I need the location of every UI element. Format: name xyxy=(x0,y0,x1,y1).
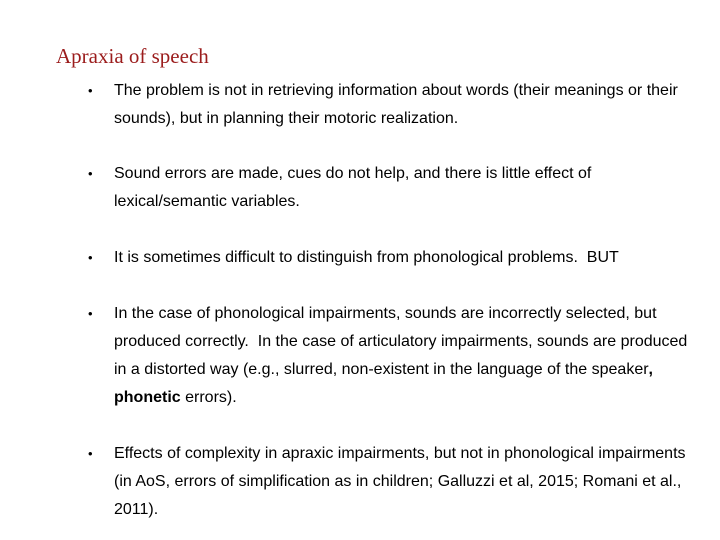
bullet-text: Effects of complexity in apraxic impairments, but not in phonological impairments (in AoS, errors of simplification as in children; Galluzzi et al, 2015; Romani et al., 2011). xyxy=(114,445,690,518)
bullet-text: Sound errors are made, cues do not help, and there is little effect of lexical/semantic variables. xyxy=(114,165,596,210)
bullet-marker: • xyxy=(88,83,93,98)
bullet-item xyxy=(88,77,688,133)
bullet-text-part: In the case of phonological impairments, sounds are incorrectly selected, but produced correctly. In the case of articulatory impairments, sounds are produced in a distorted way (e.g., slurred, non-existent in the language of the speaker xyxy=(114,305,692,378)
bullet-item xyxy=(88,300,692,412)
bullet-item xyxy=(88,244,688,272)
bullet-text xyxy=(114,300,692,412)
bullet-marker: • xyxy=(88,446,93,461)
bullet-text: The problem is not in retrieving information about words (their meanings or their sounds), but in planning their motoric realization. xyxy=(114,82,683,127)
bullet-item xyxy=(88,160,688,216)
bullet-text-part: errors). xyxy=(180,389,237,406)
slide-title: Apraxia of speech xyxy=(56,44,209,68)
bullet-text-bold: , phonetic xyxy=(114,361,658,406)
bullet-marker: • xyxy=(88,306,93,321)
bullet-marker: • xyxy=(88,250,93,265)
bullet-item xyxy=(88,440,688,524)
bullet-text: It is sometimes difficult to distinguish from phonological problems. BUT xyxy=(114,249,619,266)
bullet-marker: • xyxy=(88,166,93,181)
